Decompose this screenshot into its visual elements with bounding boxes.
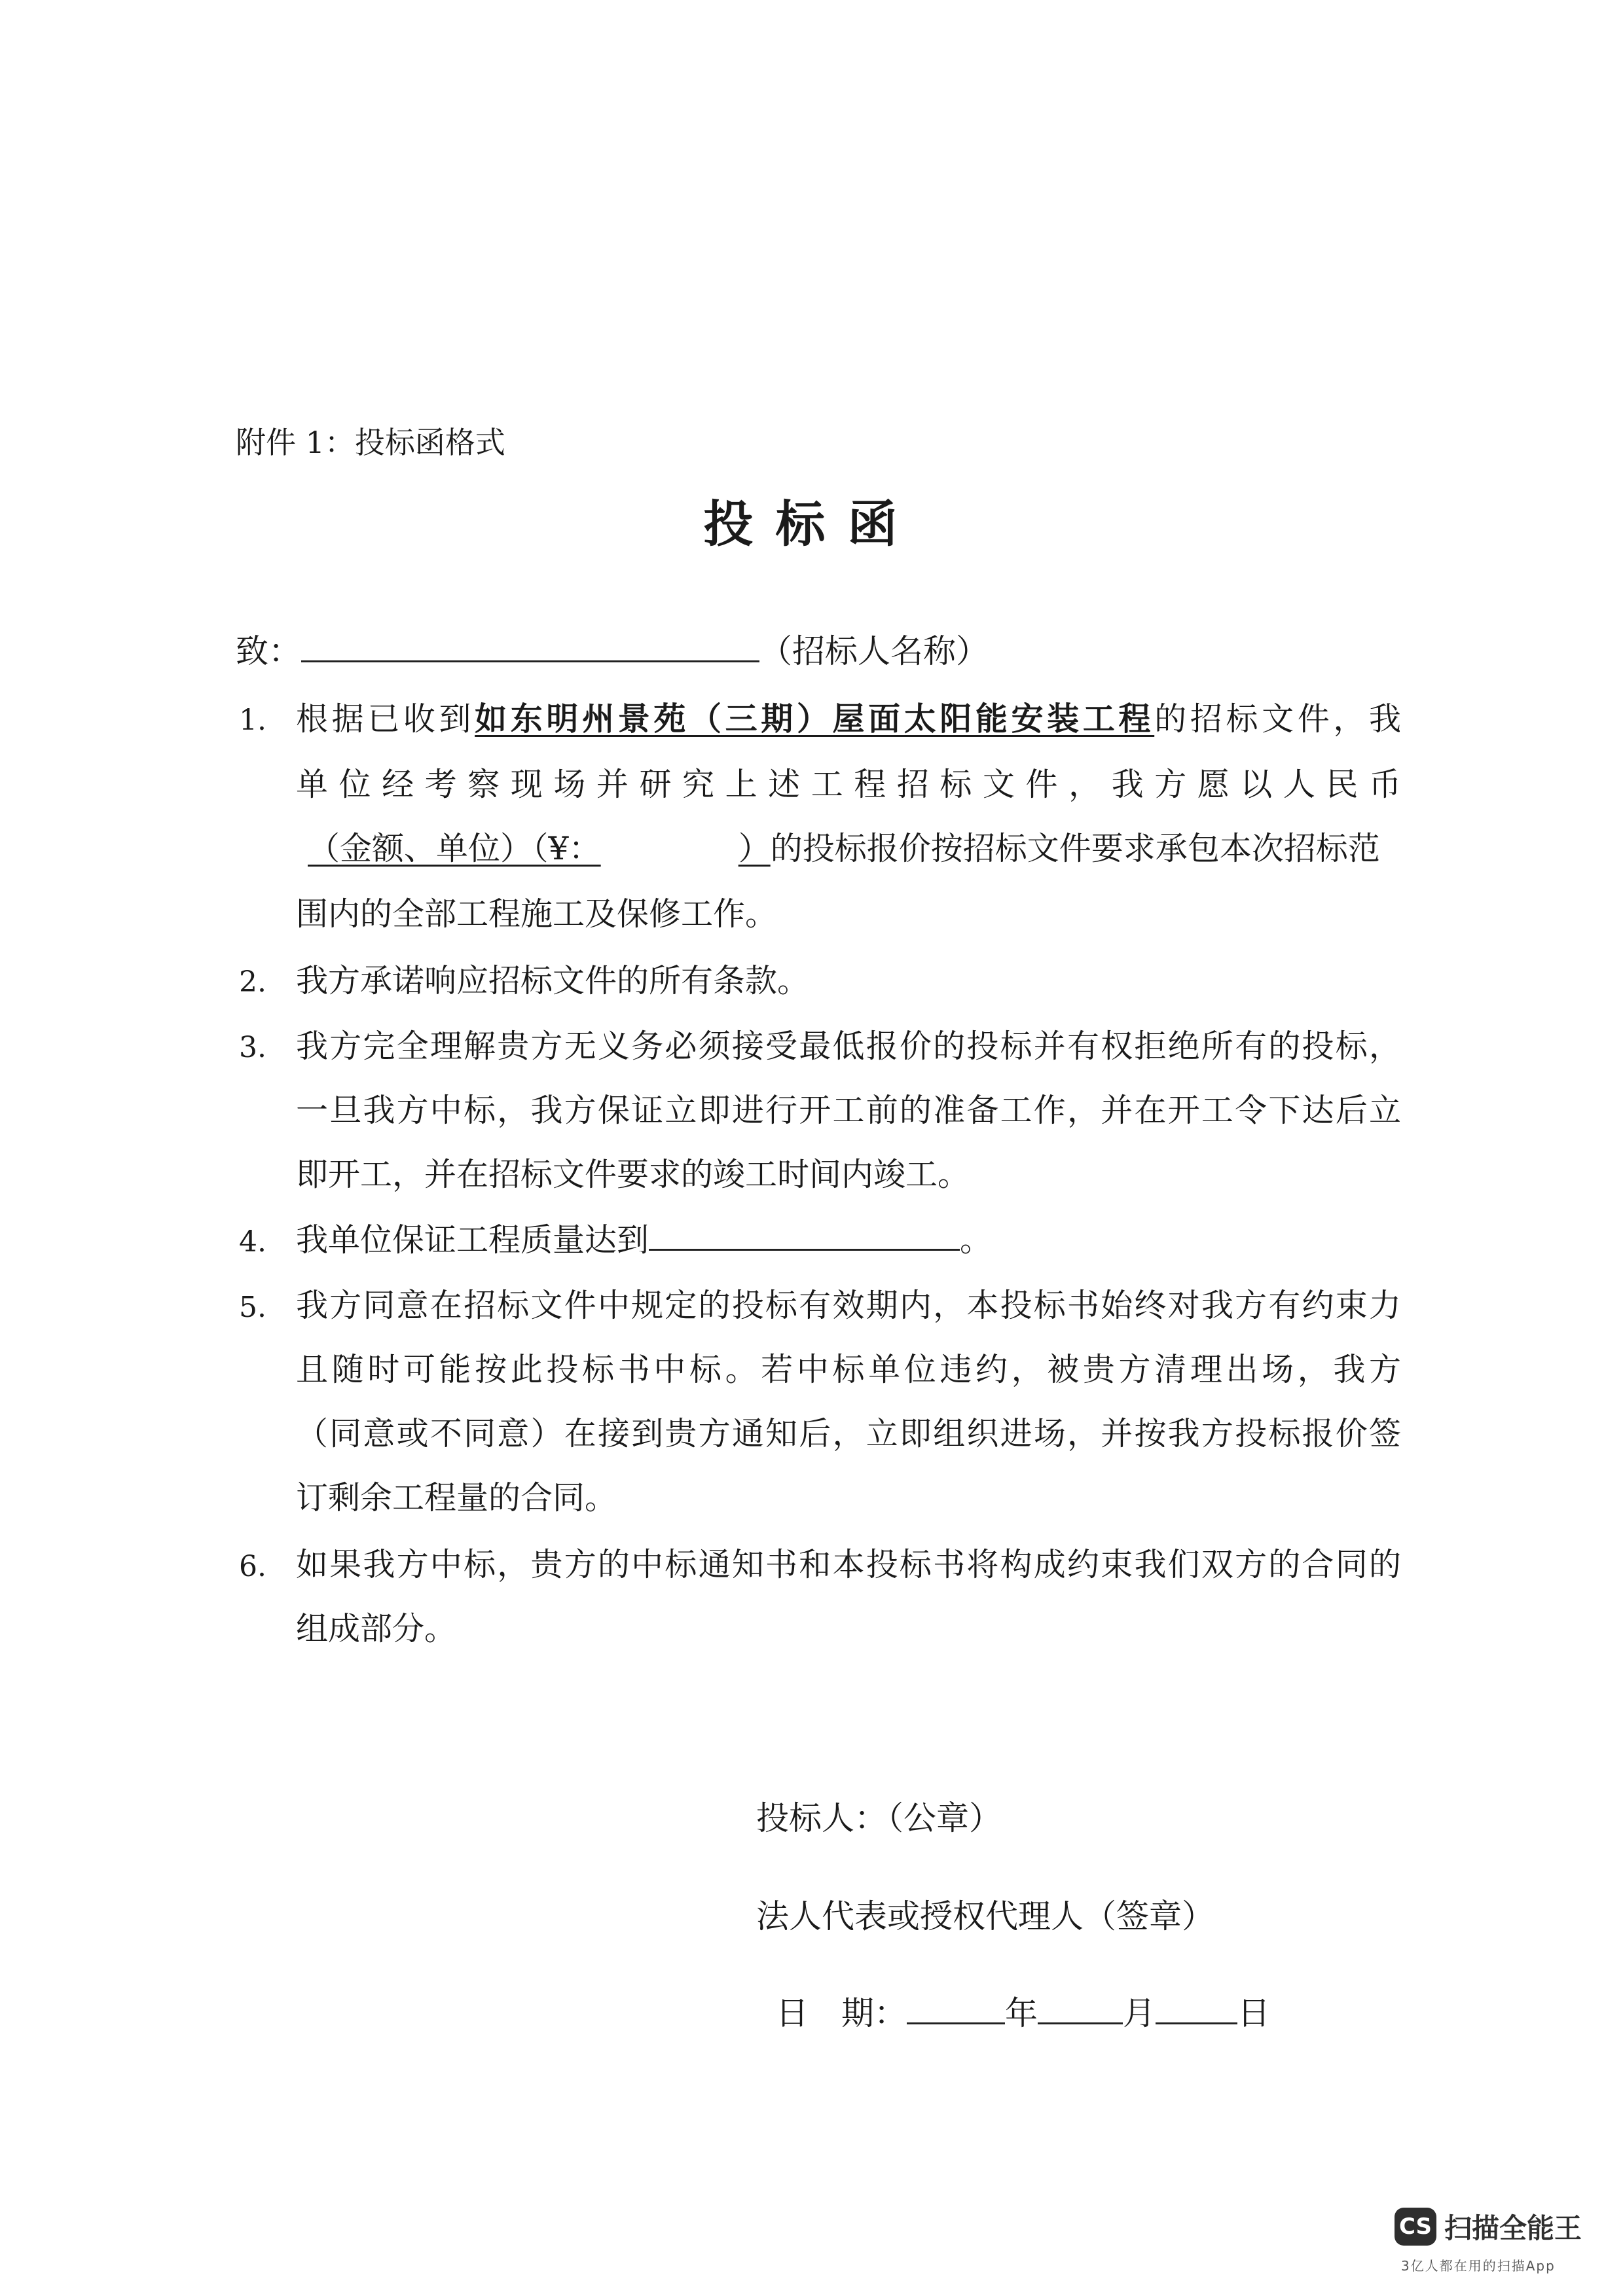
scanner-watermark xyxy=(1395,2207,1582,2246)
item-5-line-3: （同意或不同意）在接到贵方通知后，立即组织进场，并按我方投标报价签 xyxy=(296,1415,1401,1452)
item-3-line-1: 我方完全理解贵方无义务必须接受最低报价的投标并有权拒绝所有的投标， xyxy=(296,1028,1401,1065)
watermark-brand: 扫描全能王 xyxy=(1444,2212,1582,2244)
item-3-number: 3. xyxy=(239,1031,266,1064)
amount-field: （金额、单位）（¥： ） xyxy=(308,830,771,867)
item-1-line-3: （金额、单位）（¥： ）的投标报价按招标文件要求承包本次招标范 xyxy=(308,830,1380,867)
item-6-number: 6. xyxy=(239,1550,266,1583)
addressee-suffix: （招标人名称） xyxy=(759,632,989,670)
camscanner-logo-icon: CS xyxy=(1395,2208,1436,2246)
item-1-line-1: 根据已收到如东明州景苑（三期）屋面太阳能安装工程的招标文件，我 xyxy=(296,700,1401,738)
item-5-line-1: 我方同意在招标文件中规定的投标有效期内，本投标书始终对我方有约束力 xyxy=(296,1287,1401,1324)
item-1-line-2: 单位经考察现场并研究上述工程招标文件，我方愿以人民币 xyxy=(296,766,1401,803)
watermark-tagline: 3亿人都在用的扫描App xyxy=(1401,2258,1556,2274)
item-3-line-3: 即开工，并在招标文件要求的竣工时间内竣工。 xyxy=(296,1156,970,1193)
document-title: 投标函 xyxy=(703,495,920,553)
legal-rep-line: 法人代表或授权代理人（签章） xyxy=(756,1897,1214,1935)
quality-blank xyxy=(649,1249,960,1251)
item-4-line-1: 我单位保证工程质量达到 。 xyxy=(296,1221,993,1259)
item-6-line-1: 如果我方中标，贵方的中标通知书和本投标书将构成约束我们双方的合同的 xyxy=(296,1546,1401,1583)
item-6-line-2: 组成部分。 xyxy=(296,1610,457,1647)
item-3-line-2: 一旦我方中标，我方保证立即进行开工前的准备工作，并在开工令下达后立 xyxy=(296,1092,1401,1129)
item-5-line-2: 且随时可能按此投标书中标。若中标单位违约，被贵方清理出场，我方 xyxy=(296,1351,1401,1388)
item-2-number: 2. xyxy=(239,965,266,999)
bidder-seal-line: 投标人：（公章） xyxy=(756,1799,1002,1837)
item-2-line-1: 我方承诺响应招标文件的所有条款。 xyxy=(296,962,810,999)
item-1-line-4: 围内的全部工程施工及保修工作。 xyxy=(296,895,778,933)
item-4-number: 4. xyxy=(239,1225,266,1259)
addressee-blank xyxy=(301,660,759,662)
item-1-number: 1. xyxy=(239,704,266,737)
attachment-label: 附件 1：投标函格式 xyxy=(236,425,505,460)
addressee-line xyxy=(236,625,989,672)
date-line: 日 期： 年 月 日 xyxy=(776,1994,1270,2032)
project-name: 如东明州景苑（三期）屋面太阳能安装工程 xyxy=(475,700,1155,738)
addressee-prefix: 致： xyxy=(236,632,301,670)
item-5-line-4: 订剩余工程量的合同。 xyxy=(296,1479,617,1516)
item-5-number: 5. xyxy=(239,1291,266,1324)
